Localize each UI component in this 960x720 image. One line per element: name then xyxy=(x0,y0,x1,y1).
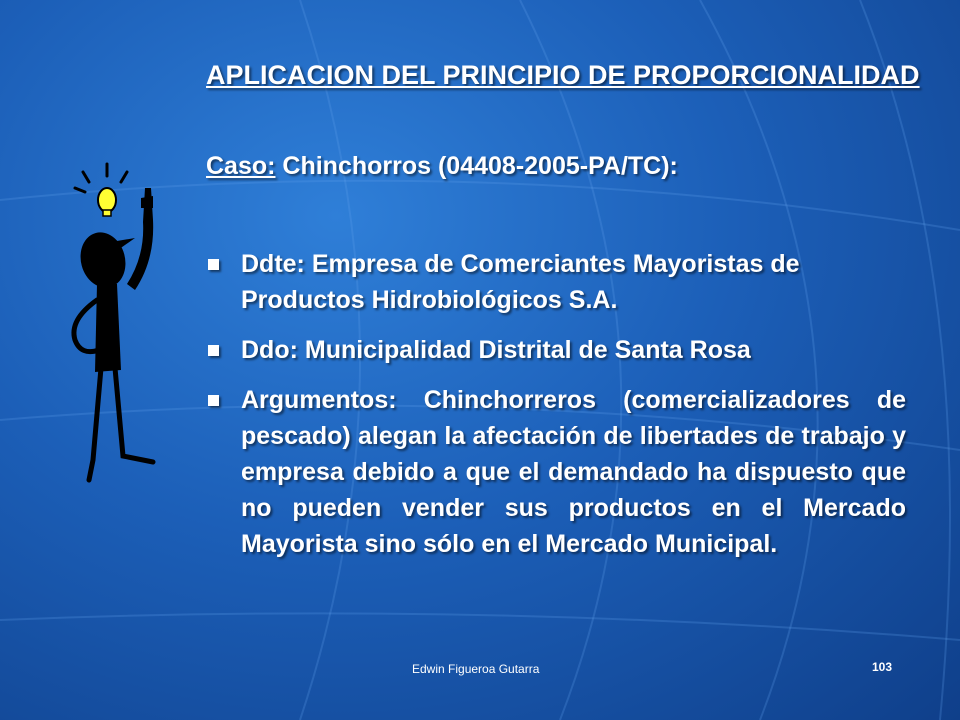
bullet-text: Argumentos: Chinchorreros (comercializadores de pescado) alegan la afectación de libertades de trabajo y empresa debido a que el demandado ha dispuesto que no pueden vender sus productos en el Mercado Mayorista sino sólo en el Mercado Municipal. xyxy=(241,386,906,558)
bullet-list xyxy=(206,246,906,576)
bullet-square-icon xyxy=(208,259,219,270)
slide-title: APLICACION DEL PRINCIPIO DE PROPORCIONALIDAD xyxy=(206,60,920,90)
bullet-item-argumentos xyxy=(206,382,906,562)
lightbulb-icon xyxy=(98,188,116,216)
footer-author: Edwin Figueroa Gutarra xyxy=(412,662,540,676)
case-name: Chinchorros (04408-2005-PA/TC): xyxy=(275,152,678,180)
bullet-square-icon xyxy=(208,345,219,356)
bullet-text: Ddo: Municipalidad Distrital de Santa Rosa xyxy=(241,336,751,364)
bullet-item-ddo xyxy=(206,332,906,368)
case-label: Caso: xyxy=(206,152,276,180)
bullet-text: Ddte: Empresa de Comerciantes Mayoristas de Productos Hidrobiológicos S.A. xyxy=(241,250,800,314)
case-heading xyxy=(206,152,678,181)
bullet-square-icon xyxy=(208,395,219,406)
page-number: 103 xyxy=(872,660,893,674)
bullet-item-ddte xyxy=(206,246,906,318)
stick-figure-idea-illustration xyxy=(55,160,165,490)
